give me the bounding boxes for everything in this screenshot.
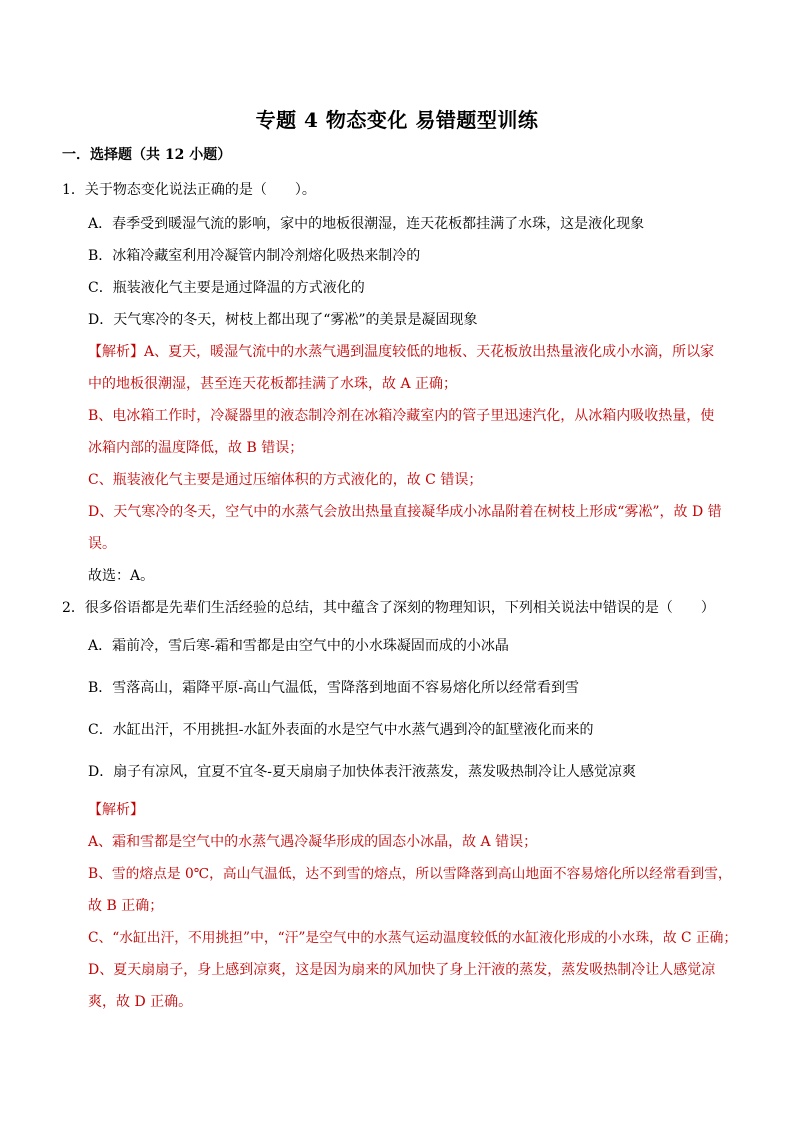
question-1-analysis-line: C、瓶装液化气主要是通过压缩体积的方式液化的，故 C 错误； [88, 472, 483, 488]
question-2-analysis-line: C、“水缸出汗，不用挑担”中，“汗”是空气中的水蒸气运动温度较低的水缸液化形成的小水珠，故 C 正确； [88, 930, 738, 946]
question-2-option-b: B．雪落高山，霜降平原-高山气温低，雪降落到地面不容易熔化所以经常看到雪 [88, 680, 580, 696]
question-1-analysis-line: 冰箱内部的温度降低，故 B 错误； [88, 440, 304, 456]
question-2-analysis-line: D、夏天扇扇子，身上感到凉爽，这是因为扇来的风加快了身上汗液的蒸发，蒸发吸热制冷让人感觉凉 [88, 962, 716, 978]
question-2-analysis-line: A、霜和雪都是空气中的水蒸气遇冷凝华形成的固态小冰晶，故 A 错误； [88, 834, 538, 850]
question-1-option-d: D．天气寒冷的冬天，树枝上都出现了“雾凇”的美景是凝固现象 [88, 312, 478, 328]
section-heading: 一．选择题（共 12 小题） [62, 147, 232, 163]
question-2-analysis-line: 爽，故 D 正确。 [88, 994, 193, 1010]
question-2-option-c: C．水缸出汗，不用挑担-水缸外表面的水是空气中水蒸气遇到冷的缸壁液化而来的 [88, 722, 594, 738]
question-2-analysis-line: 故 B 正确； [88, 898, 164, 914]
question-1-analysis-line: 误。 [88, 536, 116, 552]
analysis-tag: 【解析】 [88, 344, 144, 360]
question-1-option-b: B．冰箱冷藏室利用冷凝管内制冷剂熔化吸热来制冷的 [88, 248, 421, 264]
analysis-text: A、夏天，暖湿气流中的水蒸气遇到温度较低的地板、天花板放出热量液化成小水滴，所以家 [144, 344, 715, 360]
page-title: 专题 4 物态变化 易错题型训练 [255, 108, 539, 132]
question-1-analysis-line: 中的地板很潮湿，甚至连天花板都挂满了水珠，故 A 正确； [88, 376, 458, 392]
question-2-option-d: D．扇子有凉风，宜夏不宜冬-夏天扇扇子加快体表汗液蒸发，蒸发吸热制冷让人感觉凉爽 [88, 764, 636, 780]
question-1-analysis-line: D、天气寒冷的冬天，空气中的水蒸气会放出热量直接凝华成小冰晶附着在树枝上形成“雾凇”，故 D 错 [88, 504, 722, 520]
question-1-answer: 故选：A。 [88, 568, 155, 584]
question-2-stem: 2．很多俗语都是先辈们生活经验的总结，其中蕴含了深刻的物理知识，下列相关说法中错误的是（ ） [62, 600, 715, 616]
question-1-option-c: C．瓶装液化气主要是通过降温的方式液化的 [88, 280, 365, 296]
question-2-analysis-line: B、雪的熔点是 0℃，高山气温低，达不到雪的熔点，所以雪降落到高山地面不容易熔化所以经常看到雪， [88, 866, 732, 882]
question-1-analysis-line [88, 342, 714, 362]
question-2-option-a: A．霜前冷，雪后寒-霜和雪都是由空气中的小水珠凝固而成的小冰晶 [88, 638, 509, 654]
question-1-stem: 1．关于物态变化说法正确的是（ ）。 [62, 182, 316, 198]
question-1-analysis-line: B、电冰箱工作时，冷凝器里的液态制冷剂在冰箱冷藏室内的管子里迅速汽化，从冰箱内吸收热量，使 [88, 408, 715, 424]
question-2-analysis-tag: 【解析】 [88, 802, 144, 818]
question-1-option-a: A．春季受到暖湿气流的影响，家中的地板很潮湿，连天花板都挂满了水珠，这是液化现象 [88, 216, 645, 232]
